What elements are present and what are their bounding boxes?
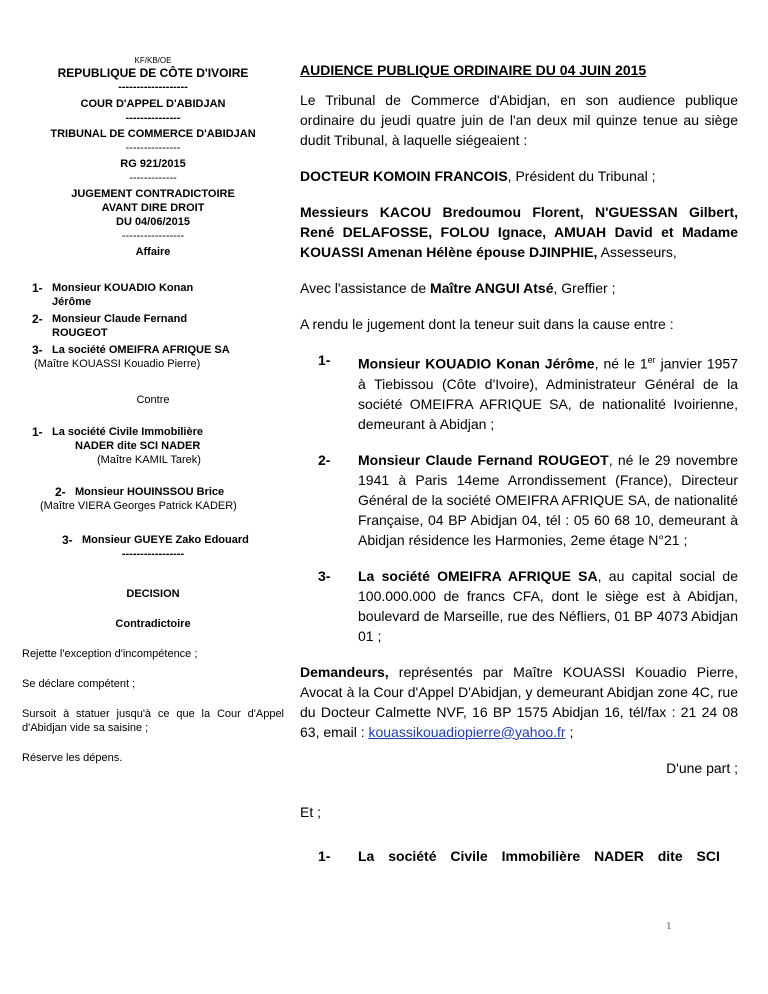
decision-item: Rejette l'exception d'incompétence ; (22, 648, 198, 660)
plaintiff-paragraph: 3- La société OMEIFRA AFRIQUE SA, au capital social de 100.000.000 de francs CFA, dont le siège est à Abidjan, boulevard de Marseille, rue des Néfliers, 01 BP 4073 Abidjan 01 ; (318, 567, 738, 644)
plaintiff-paragraph: 2- Monsieur Claude Fernand ROUGEOT, né le 29 novembre 1941 à Paris 14eme Arrondissement (France), Directeur Général de la société OMEIFRA AFRIQUE SA, de nationalité Française, 04 BP Abidjan 04, tél : 05 60 68 10, demeurant à Abidjan résidence les Harmonies, 2eme étage N°21 ; (318, 451, 738, 548)
plaintiff-item-cont: ROUGEOT (52, 327, 108, 339)
affaire-label: Affaire (135, 246, 171, 258)
hearing-title: AUDIENCE PUBLIQUE ORDINAIRE DU 04 JUIN 2015 (300, 62, 647, 78)
defendant-2: 2- Monsieur HOUINSSOU Brice (Maître VIERA Georges Patrick KADER) (22, 485, 284, 513)
president-name: DOCTEUR KOMOIN FRANCOIS (300, 168, 508, 184)
assessors-names: Messieurs KACOU Bredoumou Florent, N'GUESSAN Gilbert, René DELAFOSSE, FOLOU Ignace, AMUAH David et Madame KOUASSI Amenan Hélène épouse DJINPHIE, (300, 204, 738, 260)
plaintiffs-counsel: (Maître KOUASSI Kouadio Pierre) (34, 358, 201, 370)
left-column (22, 56, 284, 765)
judgment-date: DU 04/06/2015 (116, 216, 190, 228)
intro-paragraph: Le Tribunal de Commerce d'Abidjan, en son audience publique ordinaire du jeudi quatre juin de l'an deux mil quinze tenue au siège dudit Tribunal, à laquelle siégeaient : (300, 92, 738, 148)
defendant-paragraph: 1- La société Civile Immobilière NADER dite SCI (318, 847, 720, 864)
court-heading: COUR D'APPEL D'ABIDJAN (80, 98, 226, 110)
decision-item: Sursoit à statuer jusqu'à ce que la Cour d'Appel d'Abidjan vide sa saisine ; (22, 708, 284, 734)
plaintiff-item: 3- La société OMEIFRA AFRIQUE SA (32, 343, 230, 357)
separator: ------------------- (118, 81, 188, 93)
decision-title: DECISION (126, 588, 180, 600)
clerk-name: Maître ANGUI Atsé (430, 280, 554, 296)
one-part-label: D'une part ; (666, 759, 738, 776)
decision-type: Contradictoire (115, 618, 191, 630)
decision-item: Réserve les dépens. (22, 752, 123, 764)
defendant-3: 3- Monsieur GUEYE Zako Edouard ----------------- (22, 533, 284, 561)
separator: --------------- (125, 112, 181, 124)
contre-label: Contre (136, 394, 170, 406)
decision-list (22, 647, 284, 765)
plaintiff-item: 2- Monsieur Claude Fernand (32, 312, 188, 326)
assessors-paragraph: Messieurs KACOU Bredoumou Florent, N'GUESSAN Gilbert, René DELAFOSSE, FOLOU Ignace, AMUAH David et Madame KOUASSI Amenan Hélène épouse DJINPHIE, Assesseurs, (300, 204, 738, 260)
separator: ----------------- (121, 548, 185, 560)
defendant-1: 1- La société Civile Immobilière NADER dite SCI NADER (Maître KAMIL Tarek) (22, 425, 284, 467)
defendant-counsel: (Maître VIERA Georges Patrick KADER) (40, 500, 237, 512)
judgment-subtype: AVANT DIRE DROIT (101, 202, 205, 214)
plaintiffs-list (22, 281, 284, 371)
plaintiffs-representation: Demandeurs, représentés par Maître KOUASSI Kouadio Pierre, Avocat à la Cour d'Appel D'Abidjan, y demeurant Abidjan zone 4C, rue du Docteur Calmette NVF, 16 BP 1575 Abidjan 16, tél/fax : 21 24 08 63, email : kouassikouadiopierre@yahoo.fr ; (300, 663, 738, 740)
plaintiff-paragraph: 1- Monsieur KOUADIO Konan Jérôme, né le 1er janvier 1957 à Tiebissou (Côte d'Ivoire), Administrateur Général de la société OMEIFRA AFRIQUE SA, de nationalité Ivoirienne, demeurant à Abidjan ; (318, 352, 738, 432)
separator: ----------------- (121, 230, 185, 242)
case-number: RG 921/2015 (120, 158, 186, 170)
decision-item: Se déclare compétent ; (22, 678, 136, 690)
country-heading: REPUBLIQUE DE CÔTE D'IVOIRE (57, 66, 249, 80)
separator: ------------- (129, 172, 177, 184)
email-link[interactable]: kouassikouadiopierre@yahoo.fr (368, 723, 566, 740)
separator: --------------- (125, 142, 181, 154)
plaintiff-item: 1- Monsieur KOUADIO Konan (32, 281, 194, 295)
president-line: DOCTEUR KOMOIN FRANCOIS, Président du Tribunal ; (300, 168, 656, 184)
reference: KF/KB/OE (134, 56, 172, 65)
tribunal-heading: TRIBUNAL DE COMMERCE D'ABIDJAN (50, 128, 256, 140)
plaintiff-item-cont: Jérôme (52, 296, 92, 308)
judgment-intro: A rendu le jugement dont la teneur suit dans la cause entre : (300, 316, 674, 332)
defendant-counsel: (Maître KAMIL Tarek) (97, 454, 201, 466)
et-label: Et ; (300, 803, 322, 820)
clerk-line: Avec l'assistance de Maître ANGUI Atsé, Greffier ; (300, 280, 616, 296)
judgment-type: JUGEMENT CONTRADICTOIRE (71, 188, 235, 200)
page-number: 1 (666, 920, 672, 932)
right-column (300, 60, 738, 866)
